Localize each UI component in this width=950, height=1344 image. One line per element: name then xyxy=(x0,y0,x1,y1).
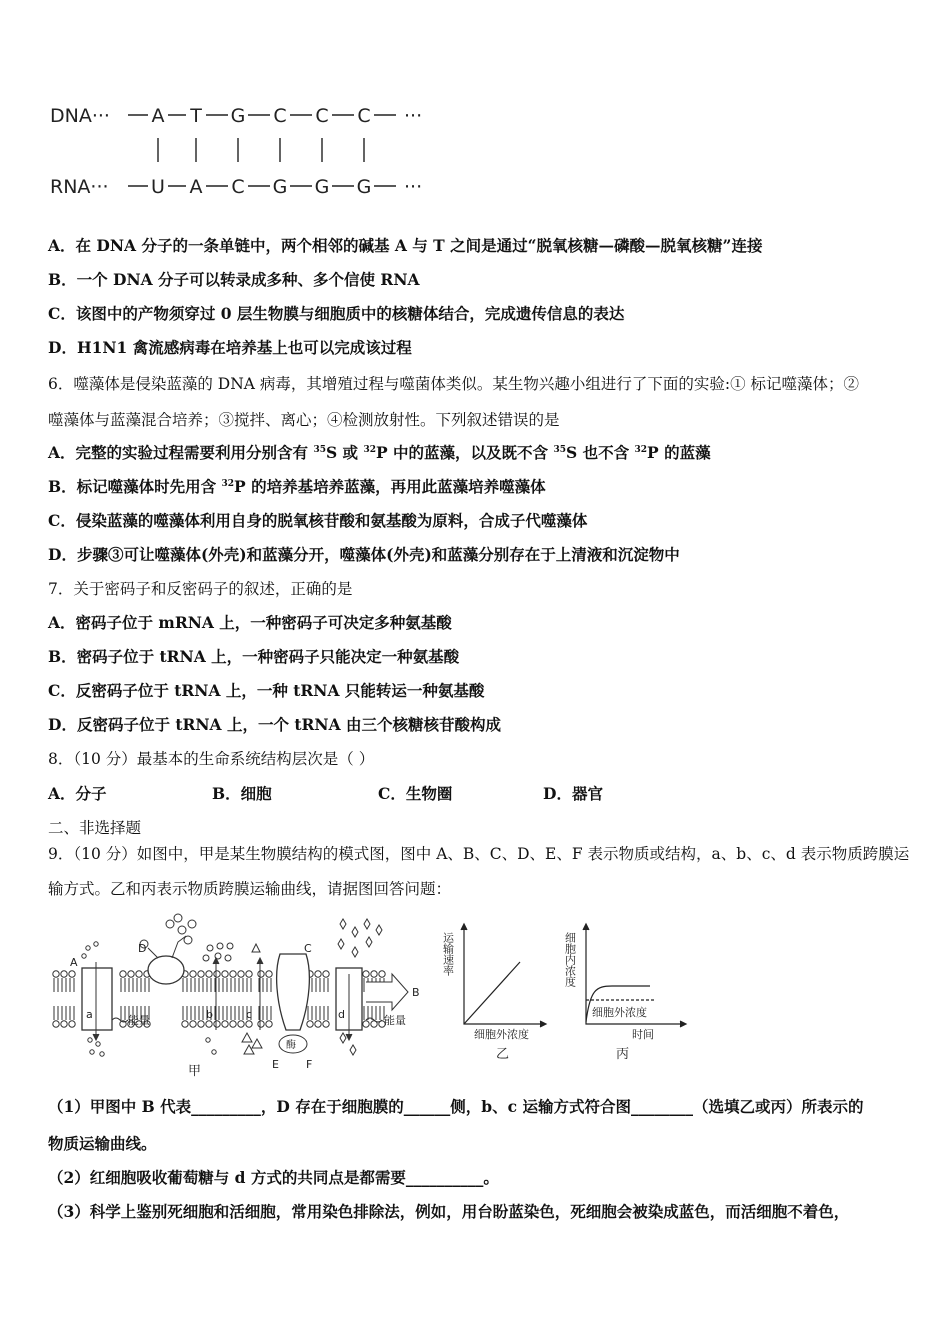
rna-base: G xyxy=(314,176,330,198)
rna-base: A xyxy=(189,176,203,198)
rna-base: G xyxy=(272,176,288,198)
text-run: B．标记噬藻体时先用含 xyxy=(48,477,222,496)
graph-bing-svg xyxy=(563,912,696,1062)
q8-option-d: D．器官 xyxy=(543,784,603,803)
graph-yi-svg xyxy=(441,912,554,1062)
dna-rna-figure xyxy=(48,100,448,200)
dna-base: C xyxy=(357,105,371,127)
dna-base: G xyxy=(230,105,246,127)
superscript: 35 xyxy=(313,445,326,455)
option-letter: B． xyxy=(48,270,77,289)
figure-yi-label: 乙 xyxy=(496,1047,510,1062)
q7-option-b: B．密码子位于 tRNA 上，一种密码子只能决定一种氨基酸 xyxy=(48,647,460,666)
dna-ellipsis: ··· xyxy=(404,105,423,127)
superscript: 32 xyxy=(634,445,648,455)
graph-yi xyxy=(441,912,554,1062)
q8-option-b: B．细胞 xyxy=(212,784,272,803)
option-text: 该图中的产物须穿过 0 层生物膜与细胞质中的核糖体结合，完成遗传信息的表达 xyxy=(75,304,625,323)
text-run: S 也不含 xyxy=(565,443,635,462)
label-d-upper: D xyxy=(138,942,147,955)
text-run: A．完整的实验过程需要利用分别含有 xyxy=(48,443,314,462)
q5-option-b xyxy=(48,270,420,290)
option-letter: D． xyxy=(48,338,77,357)
rna-base: U xyxy=(151,176,165,198)
q6-stem-line2: 噬藻体与蓝藻混合培养；③搅拌、离心；④检测放射性。下列叙述错误的是 xyxy=(48,411,560,429)
q6-option-a xyxy=(48,443,711,463)
graph-bing xyxy=(563,912,696,1062)
dna-base: A xyxy=(151,105,165,127)
dna-base: C xyxy=(315,105,329,127)
section-heading: 二、非选择题 xyxy=(48,819,142,837)
bing-xlabel: 时间 xyxy=(632,1028,654,1041)
option-text: 一个 DNA 分子可以转录成多种、多个信使 RNA xyxy=(76,270,420,289)
q9-stem-line1: 9．（10 分）如图中，甲是某生物膜结构的模式图，图中 A、B、C、D、E、F 表示物质或结构，a、b、c、d 表示物质跨膜运 xyxy=(48,845,910,863)
q8-option-c: C．生物圈 xyxy=(378,784,453,803)
label-a-upper: A xyxy=(70,956,78,969)
bing-ylabel: 细胞内浓度 xyxy=(563,932,577,987)
q6-option-c: C．侵染蓝藻的噬藻体利用自身的脱氧核苷酸和氨基酸为原料，合成子代噬藻体 xyxy=(48,511,588,530)
q7-stem: 7．关于密码子和反密码子的叙述，正确的是 xyxy=(48,580,353,598)
label-e-upper: E xyxy=(272,1058,279,1071)
label-c-upper: C xyxy=(304,942,312,955)
figure-bing-label: 丙 xyxy=(616,1047,630,1062)
dna-rna-diagram xyxy=(48,100,448,200)
q5-option-d xyxy=(48,338,412,358)
q8-stem: 8．（10 分）最基本的生命系统结构层次是（ ） xyxy=(48,750,375,768)
superscript: 35 xyxy=(553,445,566,455)
option-text: 在 DNA 分子的一条单链中，两个相邻的碱基 A 与 T 之间是通过“脱氧核糖—磷酸—脱氧核糖”连接 xyxy=(75,236,763,255)
q6-stem-line1: 6．噬藻体是侵染蓝藻的 DNA 病毒，其增殖过程与噬菌体类似。某生物兴趣小组进行了下面的实验:① 标记噬藻体；② xyxy=(48,375,860,393)
dna-base: C xyxy=(273,105,287,127)
q7-option-c: C．反密码子位于 tRNA 上，一种 tRNA 只能转运一种氨基酸 xyxy=(48,681,485,700)
label-b-lower: b xyxy=(206,1008,213,1021)
text-run: S 或 xyxy=(325,443,364,462)
membrane-diagram xyxy=(48,912,428,1082)
energy-label-1: 能量 xyxy=(128,1014,150,1027)
q6-option-d: D．步骤③可让噬藻体(外壳)和蓝藻分开，噬藻体(外壳)和蓝藻分别存在于上清液和沉淀物中 xyxy=(48,545,680,564)
q9-sub3: （3）科学上鉴别死细胞和活细胞，常用染色排除法，例如，用台盼蓝染色，死细胞会被染成蓝色，而活细胞不着色， xyxy=(48,1202,850,1221)
dna-base: T xyxy=(190,105,202,127)
text-run: P 的培养基培养蓝藻，再用此蓝藻培养噬藻体 xyxy=(234,477,546,496)
label-b-upper: B xyxy=(412,986,420,999)
label-a-lower: a xyxy=(86,1008,93,1021)
superscript: 32 xyxy=(221,479,235,489)
text-run: P 的蓝藻 xyxy=(647,443,711,462)
figure-jia-label: 甲 xyxy=(188,1064,202,1079)
text-run: P 中的蓝藻，以及既不含 xyxy=(376,443,554,462)
yi-ylabel: 运输速率 xyxy=(441,932,455,976)
label-d-lower: d xyxy=(338,1008,345,1021)
rna-base: G xyxy=(356,176,372,198)
bing-dashed-label: 细胞外浓度 xyxy=(592,1006,647,1019)
q9-stem-line2: 输方式。乙和丙表示物质跨膜运输曲线，请据图回答问题： xyxy=(48,880,452,898)
energy-label-2: 能量 xyxy=(384,1014,406,1027)
q9-sub1-line1: （1）甲图中 B 代表_________，D 存在于细胞膜的______侧，b、c 运输方式符合图________（选填乙或丙）所表示的 xyxy=(48,1097,864,1116)
q7-option-d: D．反密码子位于 tRNA 上，一个 tRNA 由三个核糖核苷酸构成 xyxy=(48,715,501,734)
superscript: 32 xyxy=(363,445,376,455)
label-f-upper: F xyxy=(306,1058,313,1071)
q9-sub2: （2）红细胞吸收葡萄糖与 d 方式的共同点是都需要__________。 xyxy=(48,1168,499,1187)
q9-sub1-line2: 物质运输曲线。 xyxy=(48,1134,157,1153)
q6-option-b xyxy=(48,477,546,497)
dna-label: DNA··· xyxy=(50,105,110,127)
q7-option-a: A．密码子位于 mRNA 上，一种密码子可决定多种氨基酸 xyxy=(48,613,452,632)
q8-option-a: A．分子 xyxy=(48,784,107,803)
option-letter: A． xyxy=(48,236,76,255)
label-c-lower: c xyxy=(246,1008,253,1021)
rna-ellipsis: ··· xyxy=(404,176,423,198)
q5-option-c xyxy=(48,304,624,324)
yi-xlabel: 细胞外浓度 xyxy=(474,1028,529,1041)
enzyme-label: 酶 xyxy=(286,1040,296,1051)
rna-label: RNA··· xyxy=(50,176,109,198)
option-text: H1N1 禽流感病毒在培养基上也可以完成该过程 xyxy=(76,338,412,357)
option-letter: C． xyxy=(48,304,76,323)
q5-option-a xyxy=(48,236,762,256)
rna-base: C xyxy=(231,176,245,198)
membrane-figure xyxy=(48,912,428,1082)
